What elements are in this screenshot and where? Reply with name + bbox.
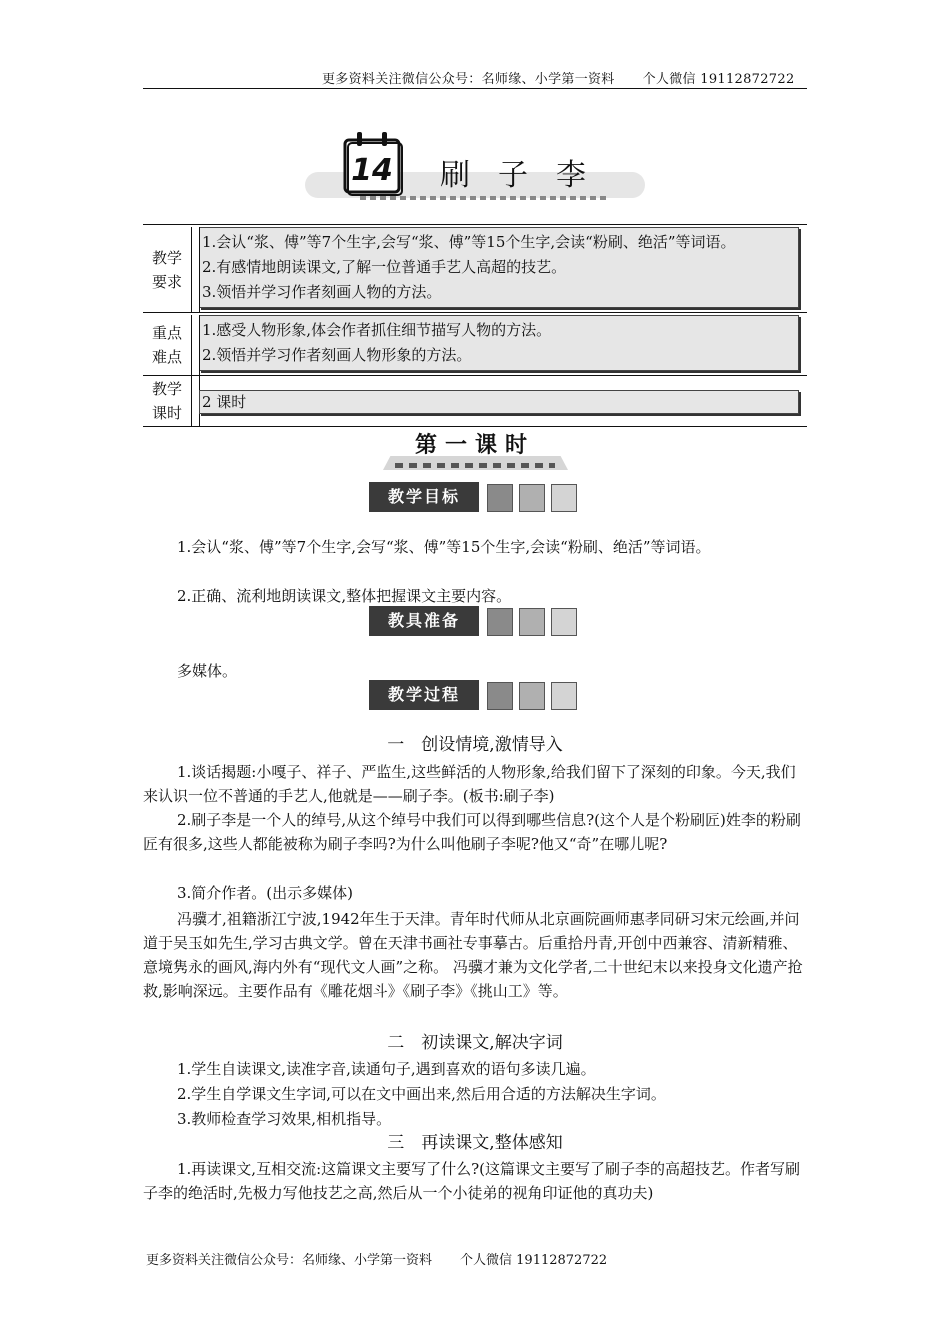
page-header [322,68,795,87]
hours-cell [199,390,799,414]
process-tag [369,680,581,710]
lesson-title: 刷子李 [440,158,614,193]
table-row [143,376,807,426]
section-banner-dots [395,463,555,468]
header-wechat: 个人微信 19112872722 [642,72,795,87]
footer-wechat: 个人微信 19112872722 [460,1253,608,1268]
page-footer [146,1249,607,1268]
goals-tag-label: 教学目标 [369,482,479,512]
table-row [143,227,807,313]
part1-para: 3.简介作者。(出示多媒体) [177,884,354,902]
row-label-keypoints: 重点难点 [151,324,182,366]
requirements-cell [199,227,799,308]
goals-tag [369,482,581,512]
tools-tag-label: 教具准备 [369,606,479,636]
requirement-line: 3.领悟并学习作者刻画人物的方法。 [202,283,442,301]
author-intro: 冯骥才,祖籍浙江宁波,1942年生于天津。青年时代师从北京画院画师惠孝同研习宋元绘画,并问道于吴玉如先生,学习古典文学。曾在天津书画社专事摹古。后重拾丹青,开创中西兼容、清新精雅、意境隽永的画风,海内外有“现代文人画”之称。 冯骥才兼为文化学者,二十世纪末以来投身文化遗产抢救,影响深远。主要作品有《雕花烟斗》《刷子李》《挑山工》等。 [143,910,803,1000]
keypoint-line: 1.感受人物形象,体会作者抓住细节描写人物的方法。 [202,321,552,339]
hours-line: 2 课时 [202,393,247,411]
requirement-line: 1.会认“浆、傅”等7个生字,会写“浆、傅”等15个生字,会读“粉刷、绝活”等词语。 [202,233,736,251]
part2-para: 1.学生自读课文,读准字音,读通句子,遇到喜欢的语句多读几遍。 [177,1060,596,1078]
process-tag-label: 教学过程 [369,680,479,710]
title-banner-dots [360,196,610,200]
tools-tag [369,606,581,636]
part1-para: 2.刷子李是一个人的绰号,从这个绰号中我们可以得到哪些信息?(这个人是个粉刷匠)姓李的粉刷匠有很多,这些人都能被称为刷子李吗?为什么叫他刷子李呢?他又“奇”在哪儿呢? [143,811,801,853]
part1-heading: 一 创设情境,激情导入 [387,735,563,755]
goal-item: 2.正确、流利地朗读课文,整体把握课文主要内容。 [177,587,512,605]
keypoint-line: 2.领悟并学习作者刻画人物形象的方法。 [202,346,472,364]
part1-para: 1.谈话揭题:小嘎子、祥子、严监生,这些鲜活的人物形象,给我们留下了深刻的印象。今天,我们来认识一位不普通的手艺人,他就是——刷子李。(板书:刷子李) [143,763,796,805]
table-row [143,315,807,376]
part2-para: 3.教师检查学习效果,相机指导。 [177,1110,392,1128]
calendar-icon [337,128,407,196]
requirements-table [143,224,807,427]
section-title: 第一课时 [415,433,536,458]
footer-promo: 更多资料关注微信公众号：名师缘、小学第一资料 [146,1253,433,1268]
row-label-hours: 教学课时 [151,380,182,422]
tools-text: 多媒体。 [177,662,238,680]
header-divider [143,88,807,89]
part3-para: 1.再读课文,互相交流:这篇课文主要写了什么?(这篇课文主要写了刷子李的高超技艺。作者写刷子李的绝活时,先极力写他技艺之高,然后从一个小徒弟的视角印证他的真功夫) [143,1160,801,1202]
header-promo: 更多资料关注微信公众号：名师缘、小学第一资料 [322,72,615,87]
part3-heading: 三 再读课文,整体感知 [387,1133,563,1153]
requirement-line: 2.有感情地朗读课文,了解一位普通手艺人高超的技艺。 [202,258,567,276]
part2-heading: 二 初读课文,解决字词 [387,1033,563,1053]
lesson-number: 14 [351,153,393,188]
keypoints-cell [199,315,799,371]
goal-item: 1.会认“浆、傅”等7个生字,会写“浆、傅”等15个生字,会读“粉刷、绝活”等词语。 [177,538,711,556]
row-label-requirements: 教学要求 [151,248,182,291]
part2-para: 2.学生自学课文生字词,可以在文中画出来,然后用合适的方法解决生字词。 [177,1085,666,1103]
